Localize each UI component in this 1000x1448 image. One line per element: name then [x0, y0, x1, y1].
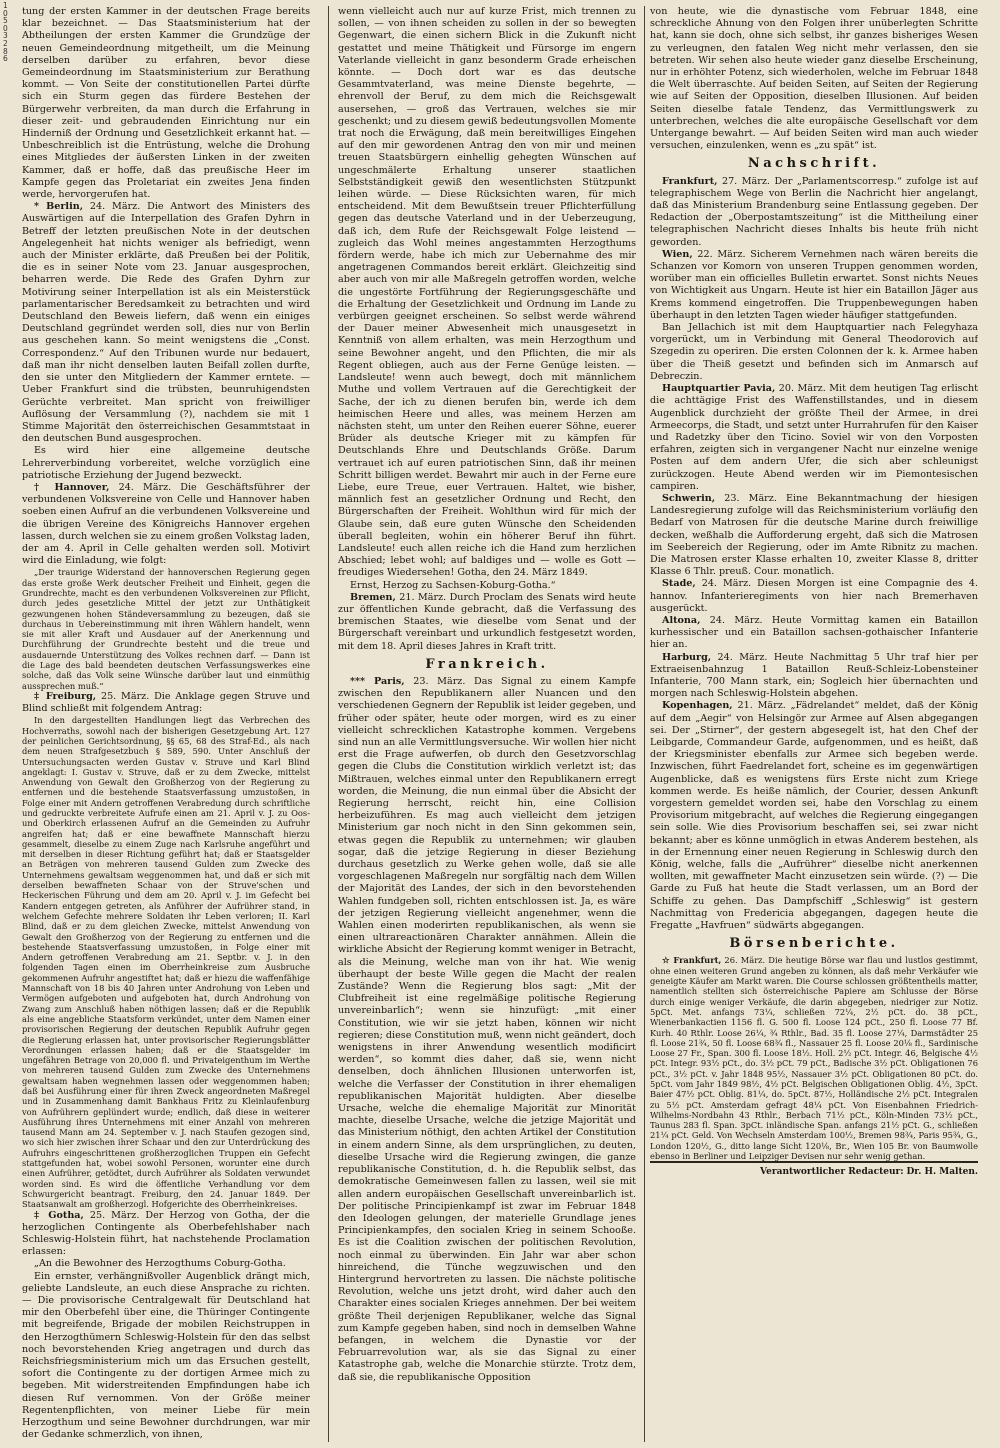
article-paragraph — [650, 176, 978, 249]
paragraph-text: 24. März. Diesen Morgen ist eine Compagnie des 4. hannov. Infanterieregiments von hier nach Bremerhaven ausgerückt. — [650, 578, 978, 614]
dateline-place: * Berlin, — [34, 201, 84, 213]
dateline-place: *** Paris, — [350, 675, 405, 687]
column-1 — [22, 6, 310, 1442]
paragraph-text: 24. März. Heute Vormittag kamen ein Bataillon kurhessischer und ein Bataillon sachsen-gothaischer Infanterie hier an. — [650, 614, 978, 651]
dateline-place: Frankfurt, — [662, 175, 718, 187]
article-paragraph — [338, 580, 636, 592]
article-paragraph — [650, 578, 978, 615]
paragraph-text: Ein ernster, verhängnißvoller Augenblick drängt mich, geliebte Landsleute, an euch diese Ansprache zu richten. — Die provisorische Centralgewalt für Deutschland hat mir den Oberbefehl über eine, die Thüringer Contingente mit begreifende, Brigade der mobilen Reichstruppen in den Herzogthümern Schleswig-Holstein für den das selbst noch bevorstehenden Krieg angetragen und durch das Reichsfriegsministerium mich um das Ersuchen gestellt, sofort die Contingente zu der dortigen Armee mich zu begeben. Mit widerstreitenden Empfindungen habe ich diesen Ruf vernommen. Von der Größe meiner Regentenpflichten, von meiner Liebe für mein Herzogthum und seine Bewohner durchdrungen, war mir der Gedanke schmerzlich, von ihnen, — [22, 1270, 310, 1441]
article-paragraph — [22, 1271, 310, 1442]
paragraph-text: 24. März. Die Antwort des Ministers des Auswärtigen auf die Interpellation des Grafen Dyhrn in Betreff der letzten preußischen Note in der deutschen Angelegenheit hat nichts weniger als befriedigt, wenn auch der Minister erklärte, daß Preußen bei der Politik, die es in seiner Note vom 23. Januar ausgesprochen, beharren werde. Die Rede des Grafen Dyhrn zur Motivirung seiner Interpellation ist als ein Meisterstück parlamentarischer Beredsamkeit zu betrachten und wird Deutschland den Beweis liefern, daß wenn ein einiges Deutschland gegründet werden soll, dies nur von Berlin aus geschehen kann. So meint wenigstens die „Const. Correspondenz.“ Auf den Tribunen wurde nur bedauert, daß man ihr nicht denselben lauten Beifall zollen durfte, den sie unter den Mitgliedern der Kammer erntete. — Ueber Frankfurt sind die trübsten, beunruhigendsten Gerüchte verbreitet. Man spricht von freiwilliger Auflösung der Versammlung (?), nachdem sie mit 1 Stimme Majorität den österreichischen Gesammtstaat in den deutschen Bund ausgesprochen. — [22, 201, 310, 445]
paragraph-text: Ban Jellachich ist mit dem Hauptquartier nach Felegyhaza vorgerückt, um in Verbindung mit General Theodorovich auf Szegedin zu operiren. Die ersten Colonnen der k. k. Armee haben über die Theiß gesetzt und befinden sich im Anmarsch auf Debreczin. — [650, 322, 978, 382]
paragraph-text: Es wird hier eine allgemeine deutsche Lehrerverbindung vorbereitet, welche vorzüglich eine patriotische Erziehung der Jugend bezweckt. — [22, 445, 310, 481]
editor-line — [650, 1161, 978, 1178]
dateline-place: Stade, — [662, 578, 696, 590]
paragraph-text: 27. März. Der „Parlamentscorresp.“ zufolge ist auf telegraphischem Wege von Berlin die Nachricht hier angelangt, daß das Ministerium Brandenburg seine Entlassung gegeben. Der Redaction der „Oberpostamtszeitung“ ist die Mittheilung einer telegraphischen Nachricht dieses Inhalts bis heute früh nicht geworden. — [650, 175, 978, 248]
dateline-place: † Hannover, — [34, 481, 110, 493]
article-paragraph — [650, 383, 978, 493]
article-paragraph — [650, 493, 978, 578]
dateline-place: Harburg, — [662, 651, 712, 663]
article-paragraph — [22, 715, 310, 1209]
paragraph-text: 21. März. „Fädrelandet“ meldet, daß der König auf dem „Aegir“ von Helsingör zur Armee auf Alsen abgegangen sei. Der „Stirner“, der gestern abgesegelt ist, hat den Chef der Leibgarde, Commandeur Garde, aufgenommen, und es heißt, daß der Kriegsminister ebenfalls zur Armee sich begeben werde. Inzwischen, führt Faedrelandet fort, scheine es im gegenwärtigen Augenblicke, daß es wenigstens fürs Erste nicht zum Kriege kommen werde. Es heiße nämlich, der Courier, dessen Ankunft vorgestern gemeldet worden sei, habe den Vorschlag zu einem Provisorium mitgebracht, auf welches die Regierung eingegangen sein solle. Wie dies Provisorium beschaffen sei, sei zwar nicht bekannt; aber es könne unmöglich in etwas Anderem bestehen, als in der Ernennung einer neuen Regierung in Schleswig durch den König, welche, falls die „Aufrührer“ dieselbe nicht anerkennen wollten, mit gewaffneter Macht einzusetzen sein würde. (?) — Die Garde zu Fuß hat heute die Stadt verlassen, um an Bord der Schiffe zu gehen. Das Dampfschiff „Schleswig“ ist gestern Nachmittag von Fredericia abgegangen, dagegen heute die Fregatte „Havfruen“ südwärts abgegangen. — [650, 700, 978, 932]
section-heading: Nachschrift. — [747, 156, 881, 172]
dateline-place: ‡ Freiburg, — [34, 690, 97, 702]
article-paragraph — [22, 1258, 310, 1270]
paragraph-text: „Der traurige Widerstand der hannoverschen Regierung gegen das erste große Werk deutscher Freiheit und Einheit, gegen die Grundrechte, macht es den verbundenen Volksvereinen zur Pflicht, durch jedes gesetzliche Mittel der jetzt zur Unthätigkeit gezwungenen hohen Ständeversammlung zu bezeugen, daß sie durchaus in Uebereinstimmung mit ihren Wählern handelt, wenn sie mit aller Kraft und Ausdauer auf der Anerkennung und Durchführung der Grundrechte besteht und die treue und ausdauernde Unterstützung des Volkes rechnen darf. — Dann ist die Lage des bald beendeten deutschen Verfassungswerkes eine solche, daß das Volk seine Wünsche darüber laut und einmüthig aussprechen muß.“ — [22, 567, 310, 691]
dateline-place: Schwerin, — [662, 492, 716, 504]
article-paragraph — [338, 676, 636, 1384]
article-paragraph — [22, 567, 310, 691]
paragraph-text: von heute, wie die dynastische vom Februar 1848, eine schreckliche Ahnung von den Folgen ihrer unüberlegten Schritte hat, kann sie doch, ohne sich selbst, ihr ganzes bisheriges Wesen zu verleugnen, den fatalen Weg nicht mehr verlassen, den sie betreten. Wir sehen also heute wieder ganz dieselbe Erscheinung, nur in erhöhter Potenz, sich wiederholen, welche im Februar 1848 die Welt überraschte. Auf beiden Seiten, auf Seiten der Regierung wie auf Seiten der Opposition, dieselben Illusionen. Auf beiden Seiten dieselbe fatale Tendenz, das Vermittlungswerk zu unterbrechen, welches die alte europäische Gesellschaft vor dem Untergange bewahrt. — Auf beiden Seiten wird man auch wieder versuchen, einzulenken, wenn es „zu spät“ ist. — [650, 6, 978, 152]
paragraph-text: 24. März. Heute Nachmittag 5 Uhr traf hier per Extraeisenbahnzug 1 Bataillon Reuß-Schleiz-Lobensteiner Infanterie, 700 Mann stark, ein; Sogleich hier übernachten und morgen nach Schleswig-Holstein abgehen. — [650, 651, 978, 700]
article-paragraph — [338, 592, 636, 653]
article-paragraph — [338, 6, 636, 580]
column-2 — [338, 6, 636, 1442]
article-paragraph — [22, 691, 310, 715]
dateline-place: Hauptquartier Pavia, — [662, 383, 776, 395]
article-paragraph — [22, 1210, 310, 1259]
article-paragraph — [650, 6, 978, 152]
article-paragraph — [650, 615, 978, 652]
dateline-place: Wien, — [662, 248, 693, 260]
document-id: 10503286 — [3, 1, 8, 64]
paragraph-text: 25. März. Der Herzog von Gotha, der die herzoglichen Contingente als Oberbefehlshaber nach Schleswig-Holstein führt, hat nachstehende Proclamation erlassen: — [22, 1209, 310, 1258]
dateline-place: Kopenhagen, — [662, 700, 733, 712]
paragraph-text: 22. März. Sicherem Vernehmen nach wären bereits die Schanzen vor Komorn von unseren Truppen genommen worden, worüber man ein officielles Bulletin erwartet. Sonst nichts Neues von Wichtigkeit aus Ungarn. Heute ist hier ein Bataillon Jäger aus Krems kommend eingetroffen. Die Truppenbewegungen haben überhaupt in den letzten Tagen wieder häufiger stattgefunden. — [650, 248, 978, 321]
paragraph-text: tung der ersten Kammer in der deutschen Frage bereits klar bezeichnet. — Das Staatsministerium hat der Abtheilungen der ersten Kammer die Grundzüge der neuen Gemeindeordnung mitgetheilt, um die Meinung derselben darüber zu erfahren, bevor diese Gemeindeordnung im Staatsministerium zur Berathung kommt. — Von Seite der constitutionellen Partei dürfte sich ein Sturm gegen das fürdere Bestehen der Bürgerwehr verbreiten, da man durch die Erfahrung in dieser zeit- und gebraudenden Einrichtung nur ein Hinderniß der Ordnung und Gesetzlichkeit erkannt hat. — Unbeschreiblich ist die Entrüstung, welche die Drohung eines Mitgliedes der äußersten Linken in der zweiten Kammer, daß er hoffe, daß das preußische Heer im Kampfe gegen das Proletariat ein zweites Jena finden werde, hervorgerufen hat. — [22, 6, 310, 201]
paragraph-text: Ernst, Herzog zu Sachsen-Koburg-Gotha.“ — [350, 579, 556, 591]
article-paragraph — [22, 201, 310, 445]
column-3-body — [650, 6, 978, 1161]
dateline-place: Bremen, — [350, 591, 396, 603]
paragraph-text: „An die Bewohner des Herzogthums Coburg-Gotha. — [34, 1258, 286, 1270]
column-rule — [644, 6, 645, 1442]
column-3 — [650, 6, 978, 1442]
article-paragraph — [650, 322, 978, 383]
paragraph-text: 21. März. Durch Proclam des Senats wird heute zur öffentlichen Kunde gebracht, daß die Verfassung des bremischen Staates, wie dieselbe vom Senat und der Bürgerschaft vereinbart und urkundlich festgesetzt worden, mit dem 18. April dieses Jahres in Kraft tritt. — [338, 591, 636, 652]
paragraph-text: wenn vielleicht auch nur auf kurze Frist, mich trennen zu sollen, — von ihnen scheiden zu sollen in der so bewegten Gegenwart, die einen sichern Blick in die Zukunft nicht gestattet und meine Thätigkeit und Fürsorge im engern Vaterlande vielleicht in ganz besonderm Grade erheischen könnte. — Doch dort war es das deutsche Gesammtvaterland, was meine Dienste begehrte, — ehrenvoll der Beruf, zu dem mich die Reichsgewalt ausersehen, — groß das Vertrauen, welches sie mir geschenkt; und zu diesem gewiß bedeutungsvollen Momente trat noch die Erwägung, daß mein bereitwilliges Eingehen auf den mir gewordenen Antrag den von mir und meinen treuen Staatsbürgern einhellig gehegten Wünschen auf ungeschmälerte Erhaltung unserer staatlichen Selbstständigkeit gewiß den wesentlichsten Stützpunkt leihen würde. — Diese Rücksichten waren, für mich entscheidend. Mit dem Bewußtsein treuer Pflichterfüllung gegen das deutsche Vaterland und in der Ueberzeugung, daß ich, dem Rufe der Reichsgewalt Folge leistend — zugleich das Wohl meines angestammten Herzogthums fördern werde, habe ich mich zur Uebernahme des mir angetragenen Commandos bereit erklärt. Gleichzeitig sind aber auch von mir alle Maßregeln getroffen worden, welche die ungestörte Fortführung der Regierungsgeschäfte und die Erhaltung der Gesetzlichkeit und Ordnung im Lande zu verbürgen geeignet erscheinen. So selbst werde während der Dauer meiner Abwesenheit mich unausgesetzt in Kenntniß von allem erhalten, was mein Herzogthum und seine Bewohner angeht, und den Pflichten, die mir als Regent obliegen, auch aus der Ferne Genüge leisten. — Landsleute! wenn auch bewegt, doch mit männlichem Muthe und vollem Vertrauen auf die Gerechtigkeit der Sache, der ich zu dienen berufen bin, werde ich dem heimischen Heere und alles, was meinem Herzen am nächsten steht, um unter den Reihen euerer Söhne, euerer Brüder als deutsche Krieger mit zu kämpfen für Deutschlands Ehre und Deutschlands Größe. Darum vertrauet ich auf euren patriotischen Sinn, daß ihr meinen Schritt billigen werdet. Bewahrt mir auch in der Ferne eure Liebe, eure Treue, euer Vertrauen. Haltet, wie bisher, männlich fest an gesetzlicher Ordnung und Recht, den Bürgerschaften der Freiheit. Wohlthun wird für mich der Glaube sein, daß eure guten Wünsche den Scheidenden überall begleiten, wohin ein höherer Beruf ihn führt. Landsleute! euch allen reiche ich die Hand zum herzlichen Abschied; lebet wohl; auf baldiges und — wolle es Gott — freudiges Wiedersehen! Gotha, den 24. März 1849. — [338, 6, 636, 579]
paragraph-text: 25. März. Die Anklage gegen Struve und Blind schließt mit folgendem Antrag: — [22, 690, 310, 715]
article-paragraph — [650, 700, 978, 932]
editor-label: Verantwortlicher Redacteur: — [760, 1167, 904, 1178]
section-heading: Börsenberichte. — [729, 936, 899, 952]
article-paragraph — [22, 6, 310, 201]
article-paragraph — [650, 249, 978, 322]
dateline-place: ☆ Frankfurt, — [662, 955, 722, 966]
dateline-place: Altona, — [662, 614, 701, 626]
section-heading: Frankreich. — [425, 656, 549, 672]
paragraph-text: In den dargestellten Handlungen liegt das Verbrechen des Hochverraths, sowohl nach der bisherigen Gesetzgebung Art. 127 der peinlichen Gerichtsordnung, §§ 65, 68 des Straf-Ed., als nach dem neuen Strafgesetzbuch § 589, 590. Unter Anschluß der Untersuchungsacten werden Gustav v. Struve und Karl Blind angeklagt: I. Gustav v. Struve, daß er zu dem Zwecke, mittelst Anwendung von Gewalt den Großherzog von der Regierung zu entfernen und die bestehende Staatsverfassung umzustoßen, in Folge einer mit Andern getroffenen Verabredung durch schriftliche und gedruckte verbreitete Aufrufe einen am 21. April v. J. zu Oos- und Oberkirch erlassenen Aufruf an die Gemeinden zu Aufruhr angreifen hat; daß er eine bewaffnete Mannschaft hierzu gesammelt, dieselbe zu einem Zuge nach Karlsruhe angeführt und mit derselben in dieser Richtung geführt hat; daß er Staatsgelder an Beträgen von mehreren tausend Gulden zum Zwecke des Unternehmens gewaltsam weggenommen hat, und daß er sich mit derselben bewaffneten Schaar von der Struve'schen und Heckerischen Führung und dem am 20. April v. J. im Gefecht bei Kandern entgegen getreten, als Anführer der Aufrührer stand, in welchem Gefechte mehrere Soldaten ihr Leben verloren; II. Karl Blind, daß er zu dem gleichen Zwecke, mittelst Anwendung von Gewalt den Großherzog von der Regierung zu entfernen und die bestehende Staatsverfassung umzustoßen, in Folge einer mit Andern getroffenen Verabredung am 21. Septbr. v. J. in den folgenden Tagen einen im Oberrheinkreise zum Ausbruche gekommenen Aufruhr angestiftet hat; daß er hiezu die waffenfähige Mannschaft von 18 bis 40 Jahren unter Androhung von Leben und Vermögen aufgeboten und aufgeboten hat, durch Androhung von Zwang zum Anschluß haben nöthigen lassen; daß er die Republik als eine angebliche Staatsform verkündet, unter dem Namen einer provisorischen Regierung der deutschen Republik Aufruhr gegen die Regierung erlassen hat, unter provisorischer Regierungsblätter Verordnungen erlassen haben; daß er die Staatsgelder im ungefähren Betrage von 20,000 fl. und Privateigenthum im Werthe von mehreren tausend Gulden zum Zwecke des Unternehmens gewaltsam haben wegnehmen lassen oder weggenommen haben; daß bei Ausführung einer für ihren Zweck angeordneten Maßregel und in Zusammenhang damit Bankhaus Fritz zu Kleinlaufenburg von Aufrührern geplündert wurde; endlich, daß diese in weiterer Ausführung ihres Unternehmens mit einer Anzahl von mehreren tausend Mann am 24. September v. J. nach Staufen gezogen sind, wo sich hier zwischen ihrer Schaar und den zur Unterdrückung des Aufruhrs eingeschrittenen großherzoglichen Truppen ein Gefecht stattgefunden hat, wobei sowohl Personen, worunter eine durch einen Aufrührer, getödtet, durch Aufrührer als Soldaten verwundet worden sind. Es wird die öffentliche Verhandlung vor dem Schwurgericht beantragt. Freiburg, den 24. Januar 1849. Der Staatsanwalt am großherzogl. Hofgerichte des Oberrheinkreises. — [22, 715, 310, 1210]
paragraph-text: 23. März. Das Signal zu einem Kampfe zwischen den Republikanern aller Nuancen und den verschiedenen Gegnern der Republik ist leider gegeben, und früher oder später, heute oder morgen, wird es zu einer vielleicht schrecklichen Katastrophe kommen. Vergebens sind nun an alle Vermittlungsversuche. Wir wollen hier nicht erst die Frage aufwerfen, ob durch den Gesetzvorschlag gegen die Clubs die Constitution wirklich verletzt ist; das Mißtrauen, welches einmal unter den Republikanern erregt worden, die Meinung, die nun einmal über die Absicht der Regierung herrscht, reicht hin, eine Collision herbeizuführen. Es mag auch vielleicht dem jetzigen Ministerium gar noch nicht in den Sinn gekommen sein, etwas gegen die Republik zu unternehmen; wir glauben sogar, daß die jetzige Regierung in dieser Beziehung durchaus gesetzlich zu Werke gehen wolle, daß sie alle vorgeschlagenen Maßregeln nur sorgfältig nach dem Willen der Majorität des Landes, der sich in den bevorstehenden Wahlen fundgeben soll, richten entschlossen ist. Ja, es wäre der jetzigen Regierung vielleicht angenehmer, wenn die Wahlen einen moderirten republikanischen, als wenn sie einen ultrareactionären Charakter annähmen. Allein die wirkliche Absicht der Regierung kommt weniger in Betracht, als die Meinung, welche man von ihr hat. Wie wenig überhaupt der beste Wille gegen die Macht der realen Zustände? Wenn die Regierung blos sagt: „Mit der Clubfreiheit ist eine regelmäßige politische Regierung unvereinbarlich“; wenn sie hinzufügt: „mit einer Constitution, wie wir sie jetzt haben, können wir nicht regieren; diese Constitution muß, wenn nicht geändert, doch wenigstens in ihrer Anwendung wesentlich modificirt werden“, so kommt dies daher, daß sie, wenn nicht denselben, doch ähnlichen Illusionen unterworfen ist, welche die Verfasser der Constitution in ihrer ehemaligen republikanischen Majorität huldigten. Aber dieselbe Ursache, welche die ehemalige Majorität zur Minorität machte, dieselbe Ursache, welche die jetzige Majorität und das Ministerium nöthigt, den achten Artikel der Constitution in einem andern Sinne, als dem ursprünglichen, zu deuten, dieselbe Ursache wird die Regierung zwingen, die ganze republikanische Constitution, d. h. die Republik selbst, das demokratische Gemeinwesen fallen zu lassen, weil sie mit allen andern europäischen Gesellschaft unvereinbarlich ist. Der politische Principienkampf ist zwar im Februar 1848 den Ideologen gelungen, der materielle Grundlage jenes Principienkampfes, den socialen Krieg in seinem Schooße. Es ist die Coalition zwischen der politischen Revolution, noch einmal zu überwinden. Ein Jahr war aber schon hinreichend, die Tünche wegzuwischen und den Hintergrund hervortreten zu lassen. Die nächste politische Revolution, welche uns jetzt droht, wird daher auch den Charakter eines socialen Krieges annehmen. Der bei weitem größte Theil derjenigen Republikaner, welche das Signal zum Kampfe gegeben haben, sind noch in demselben Wahne befangen, in welchem die Dynastie vor der Februarrevolution war, als sie das Signal zu einer Katastrophe gab, welche die Monarchie stürzte. Trotz dem, daß sie, die republikanische Opposition — [338, 675, 636, 1383]
paragraph-text: 20. März. Mit dem heutigen Tag erlischt die achttägige Frist des Waffenstillstandes, und in diesem Augenblick durchzieht der größte Theil der Armee, in drei Armeecorps, die Stadt, und setzt unter Hurrahrufen für den Kaiser und Radetzky über den Ticino. Soviel wir von den Vorposten erfahren, zeigten sich in vergangener Nacht nur einzelne wenige Posten auf dem andern Ufer, die sich aber schleunigst zurückzogen. Heute Abend werden wir im Piemontesischen campiren. — [650, 383, 978, 492]
article-paragraph — [22, 482, 310, 567]
paragraph-text: 23. März. Eine Bekanntmachung der hiesigen Landesregierung zufolge will das Reichsministerium vorläufig den Bedarf von Matrosen für die deutsche Marine durch freiwillige decken, weßhalb die Aufforderung ergeht, daß sich die Matrosen im Seebereich der Regierung, oder im Amte Ribnitz zu machen. Die Matrosen erster Klasse erhalten 10, zweiter Klasse 8, dritter Klasse 6 Thlr. preuß. Cour. monatlich. — [650, 492, 978, 578]
article-paragraph — [650, 955, 978, 1161]
column-rule — [328, 6, 329, 1442]
article-paragraph — [22, 445, 310, 482]
article-paragraph — [650, 652, 978, 701]
dateline-place: ‡ Gotha, — [34, 1209, 84, 1221]
editor-name: Dr. H. Malten. — [906, 1167, 978, 1178]
paragraph-text: 24. März. Die Geschäftsführer der verbundenen Volksvereine von Celle und Hannover haben soeben einen Aufruf an die verbundenen Volksvereine und die übrigen Vereine des Königreichs Hannover ergehen lassen, durch welchen sie zu einem großen Volkstag laden, der am 4. April in Celle gehalten werden soll. Motivirt wird die Einladung, wie folgt: — [22, 481, 310, 567]
paragraph-text: 26. März. Die heutige Börse war flau und lustlos gestimmt, ohne einen weiteren Grund angeben zu können, als daß mehr Verkäufer wie geneigte Käufer am Markt waren. Die Course schlossen größtentheils matter, namentlich stellten sich österreichische Papiere am Schlusse der Börse durch einige weniger Verkäufe, die darin abgegeben, niedriger zur Notiz. 5pCt. Met. anfangs 73¼, schließen 72¼, 2½ pCt. do. 38 pCt., Wienerbankactien 1156 fl. G. 500 fl. Loose 124 pCt., 250 fl. Loose 77 Bf. Kurh. 40 Rthlr. Loose 26¼, ¾ Rthlr., Bad. 35 fl. Loose 27¼, Darmstädter 25 fl. Loose 21¾, 50 fl. Loose 68¾ fl., Nassauer 25 fl. Loose 20⅛ fl., Sardinische Loose 27 Fr., Span. 300 fl. Loose 18½. Holl. 2½ pCt. Integr. 46, Belgische 4½ pCt. Integr. 93½ pCt., do. 3½ pCt. 79 pCt., Badische 3½ pCt. Obligationen 76 pCt., 3½ pCt. v. Jahr 1848 95½, Nassauer 3½ pCt. Obligationen 80 pCt. do. 5pCt. vom Jahr 1849 98½, 4½ pCt. Belgischen Obligationen Oblig. 4½, 3pCt. Baier 47½ pCt. Oblig. 81¼, do. 5pCt. 87½, Holländische 2½ pCt. Integralen zu 5½ pCt. Amsterdam gefragt 48¼ pCt. Von Eisenbahnen Friedrich-Wilhelms-Nordbahn 43 Rthlr., Berbach 71½ pCt., Köln-Minden 73½ pCt., Taunus 283 fl. Span. 3pCt. inländische Span. anfangs 21½ pCt. G., schließen 21¼ pCt. Geld. Von Wechseln Amsterdam 100½, Bremen 98¾, Paris 95¾, G., London 120½, G., ditto lange Sicht 120⅛, Br., Wien 105 Br. von Baumwolle ebenso in Berliner und Leipziger Devisen nur sehr wenig gethan. — [650, 955, 978, 1162]
